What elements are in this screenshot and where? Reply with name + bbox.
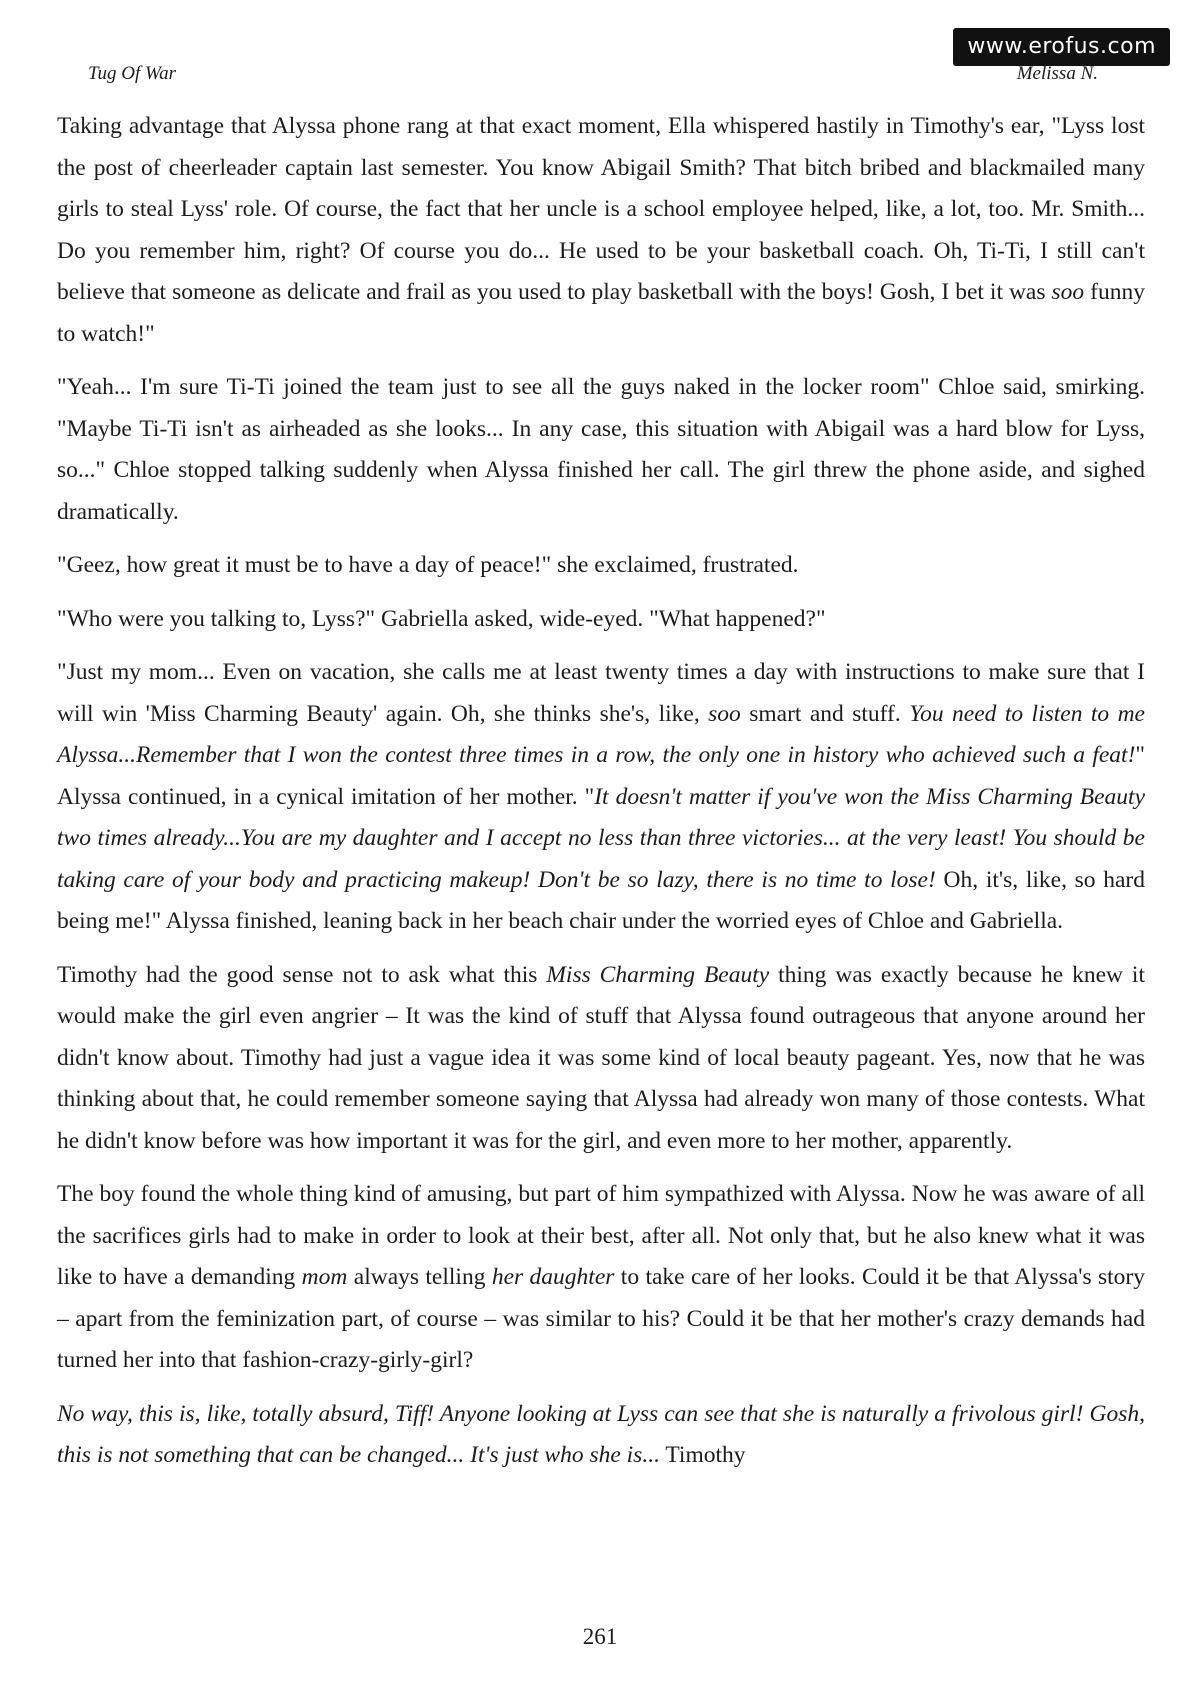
page-number: 261 [582,1624,618,1649]
paragraph: "Who were you talking to, Lyss?" Gabriella asked, wide-eyed. "What happened?" [57,605,826,632]
paragraph: The boy found the whole thing kind of amusing, but part of him sympathized with Alyssa. Now he was aware of all the sacrifices girls had to make in order to look at their best, after all. Not only that, but he also knew what it was like to have a demanding mom always telling her daughter to take care of her looks. Could it be that Alyssa's story – apart from the feminization part, of course – was similar to his? Could it be that her mother's crazy demands had turned her into that fashion-crazy-girly-girl? [57,1181,1145,1373]
page-body [57,106,1145,1477]
paragraph: No way, this is, like, totally absurd, Tiff! Anyone looking at Lyss can see that she is naturally a frivolous girl! Gosh, this is not something that can be changed... It's just who she is... Timothy [57,1400,1145,1468]
paragraph: "Geez, how great it must be to have a day of peace!" she exclaimed, frustrated. [57,552,799,578]
paragraph: "Just my mom... Even on vacation, she calls me at least twenty times a day with instructions to make sure that I will win 'Miss Charming Beauty' again. Oh, she thinks she's, like, soo smart and stuff. You need to listen to me Alyssa...Remember that I won the contest three times in a row, the only one in history who achieved such a feat!" Alyssa continued, in a cynical imitation of her mother. "It doesn't matter if you've won the Miss Charming Beauty two times already...You are my daughter and I accept no less than three victories... at the very least! You should be taking care of your body and practicing makeup! Don't be so lazy, there is no time to lose! Oh, it's, like, so hard being me!" Alyssa finished, leaning back in her beach chair under the worried eyes of Chloe and Gabriella. [57,659,1145,934]
watermark-badge: www.erofus.com [953,28,1170,66]
book-title: Tug Of War [88,63,176,84]
paragraph: "Yeah... I'm sure Ti-Ti joined the team just to see all the guys naked in the locker room" Chloe said, smirking. "Maybe Ti-Ti isn't as airheaded as she looks... In any case, this situation with Abigail was a hard blow for Lyss, so..." Chloe stopped talking suddenly when Alyssa finished her call. The girl threw the phone aside, and sighed dramatically. [57,374,1145,525]
author-name: Melissa N. [1016,63,1098,84]
paragraph: Taking advantage that Alyssa phone rang at that exact moment, Ella whispered hastily in Timothy's ear, "Lyss lost the post of cheerleader captain last semester. You know Abigail Smith? That bitch bribed and blackmailed many girls to steal Lyss' role. Of course, the fact that her uncle is a school employee helped, like, a lot, too. Mr. Smith... Do you remember him, right? Of course you do... He used to be your basketball coach. Oh, Ti-Ti, I still can't believe that someone as delicate and frail as you used to play basketball with the boys! Gosh, I bet it was soo funny to watch!" [57,113,1145,347]
running-header [88,63,1098,89]
paragraph: Timothy had the good sense not to ask what this Miss Charming Beauty thing was exactly because he knew it would make the girl even angrier – It was the kind of stuff that Alyssa found outrageous that anyone around her didn't know about. Timothy had just a vague idea it was some kind of local beauty pageant. Yes, now that he was thinking about that, he could remember someone saying that Alyssa had already won many of those contests. What he didn't know before was how important it was for the girl, and even more to her mother, apparently. [57,961,1145,1154]
